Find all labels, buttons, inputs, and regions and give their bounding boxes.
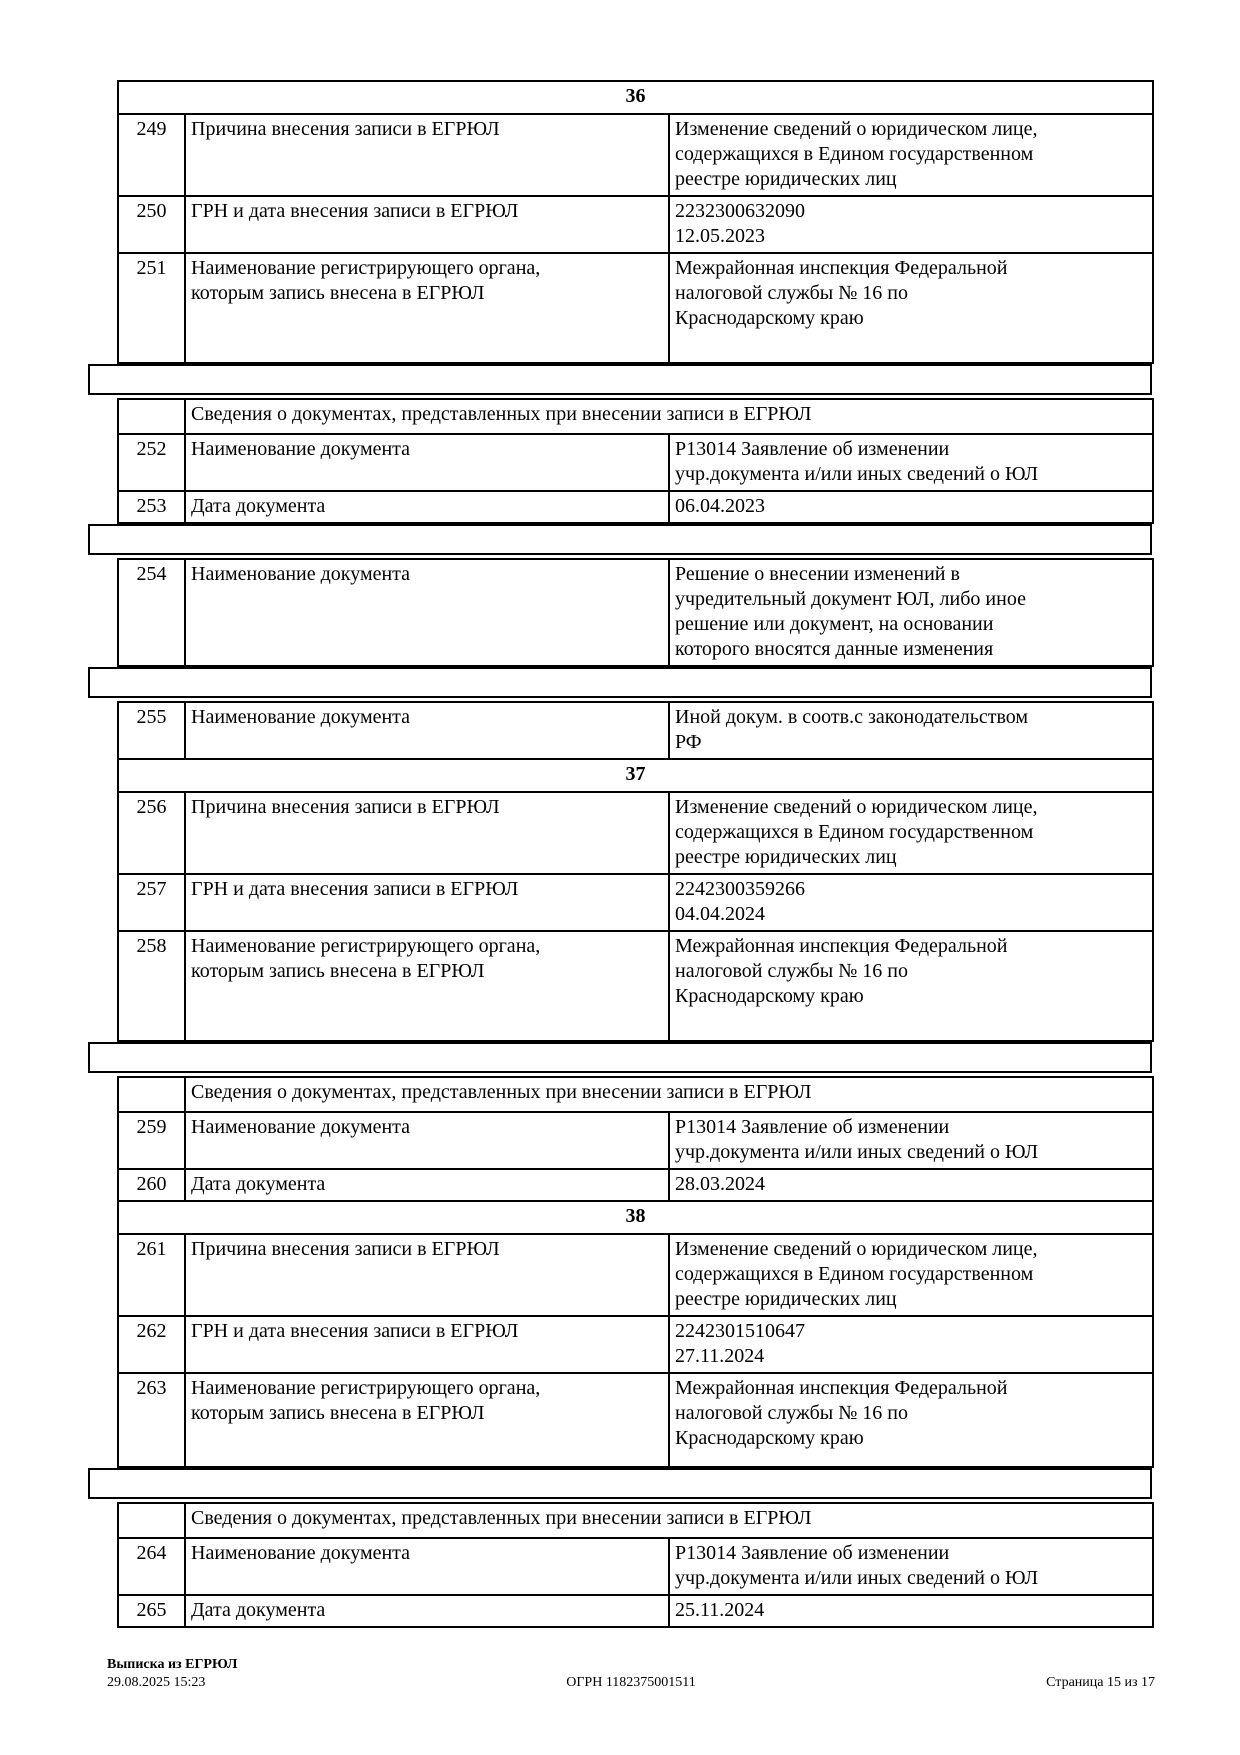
value-line: Р13014 Заявление об изменении xyxy=(675,1542,950,1564)
value-line: Иной докум. в соотв.с законодательством xyxy=(675,706,1029,728)
value-line: 06.04.2023 xyxy=(675,495,765,517)
value-line: 27.11.2024 xyxy=(675,1345,765,1367)
record-value-cell xyxy=(669,491,1153,523)
value-line: Р13014 Заявление об изменении xyxy=(675,1116,950,1138)
value-line: Межрайонная инспекция Федеральной xyxy=(675,1377,1008,1399)
record-value-cell xyxy=(669,1234,1153,1316)
section-number: 36 xyxy=(118,81,1153,114)
record-number-cell: 260 xyxy=(118,1169,185,1201)
footer-datetime: 29.08.2025 15:23 xyxy=(107,1675,206,1690)
value-line: Изменение сведений о юридическом лице, xyxy=(675,796,1038,818)
label-line: которым запись внесена в ЕГРЮЛ xyxy=(191,960,485,982)
value-line: 2242300359266 xyxy=(675,878,805,900)
label-line: ГРН и дата внесения записи в ЕГРЮЛ xyxy=(191,200,519,222)
label-line: Наименование документа xyxy=(191,563,411,585)
value-line: Изменение сведений о юридическом лице, xyxy=(675,118,1038,140)
value-line: учр.документа и/или иных сведений о ЮЛ xyxy=(675,463,1039,485)
record-value-cell xyxy=(669,434,1153,491)
separator-row xyxy=(88,1468,1152,1499)
record-number-cell: 254 xyxy=(118,559,185,666)
record-label-cell xyxy=(185,1234,669,1316)
value-line: 28.03.2024 xyxy=(675,1173,765,1195)
record-number-cell: 261 xyxy=(118,1234,185,1316)
value-line: Решение о внесении изменений в xyxy=(675,563,960,585)
record-row xyxy=(118,792,1153,874)
record-number-cell: 256 xyxy=(118,792,185,874)
value-line: учредительный документ ЮЛ, либо иное xyxy=(675,588,1026,610)
record-value-cell xyxy=(669,702,1153,759)
record-number-cell: 258 xyxy=(118,931,185,1041)
label-line: которым запись внесена в ЕГРЮЛ xyxy=(191,1402,485,1424)
record-number-cell: 253 xyxy=(118,491,185,523)
record-label-cell xyxy=(185,1316,669,1373)
value-line: Краснодарскому краю xyxy=(675,985,864,1007)
record-row xyxy=(118,1112,1153,1169)
value-line: которого вносятся данные изменения xyxy=(675,638,994,660)
record-value-cell xyxy=(669,1169,1153,1201)
record-row xyxy=(118,874,1153,931)
value-line: реестре юридических лиц xyxy=(675,1288,897,1310)
record-number-cell: 262 xyxy=(118,1316,185,1373)
record-row xyxy=(118,434,1153,491)
record-row xyxy=(118,1169,1153,1201)
separator-row xyxy=(88,667,1152,698)
record-number-cell: 252 xyxy=(118,434,185,491)
record-row xyxy=(118,196,1153,253)
record-value-cell xyxy=(669,792,1153,874)
label-line: Дата документа xyxy=(191,495,326,517)
value-line: содержащихся в Едином государственном xyxy=(675,143,1034,165)
value-line: Краснодарскому краю xyxy=(675,307,864,329)
footer-ogrn: ОГРН 1182375001511 xyxy=(566,1675,696,1690)
value-line: содержащихся в Едином государственном xyxy=(675,1263,1034,1285)
record-label-cell xyxy=(185,1538,669,1595)
record-value-cell xyxy=(669,253,1153,363)
record-value-cell xyxy=(669,196,1153,253)
record-label-cell xyxy=(185,434,669,491)
separator-row xyxy=(88,1042,1152,1073)
record-label-cell xyxy=(185,874,669,931)
value-line: 04.04.2024 xyxy=(675,903,765,925)
record-value-cell xyxy=(669,874,1153,931)
egrul-table-section xyxy=(117,701,1154,1042)
record-number-cell: 265 xyxy=(118,1595,185,1627)
record-number-cell: 249 xyxy=(118,114,185,196)
record-row xyxy=(118,1373,1153,1467)
value-line: Межрайонная инспекция Федеральной xyxy=(675,257,1008,279)
footer-left xyxy=(107,1656,237,1692)
record-row xyxy=(118,559,1153,666)
record-value-cell xyxy=(669,931,1153,1041)
record-row xyxy=(118,931,1153,1041)
record-value-cell xyxy=(669,1538,1153,1595)
value-line: налоговой службы № 16 по xyxy=(675,282,908,304)
value-line: 2242301510647 xyxy=(675,1320,805,1342)
value-line: учр.документа и/или иных сведений о ЮЛ xyxy=(675,1141,1039,1163)
record-number-cell: 251 xyxy=(118,253,185,363)
table-area xyxy=(88,80,1152,1628)
documents-subheader: Сведения о документах, представленных при внесении записи в ЕГРЮЛ xyxy=(185,1503,1153,1538)
record-label-cell xyxy=(185,1595,669,1627)
section-number-row xyxy=(118,759,1153,792)
section-number-row xyxy=(118,1201,1153,1234)
label-line: Причина внесения записи в ЕГРЮЛ xyxy=(191,118,500,140)
value-line: реестре юридических лиц xyxy=(675,846,897,868)
value-line: Межрайонная инспекция Федеральной xyxy=(675,935,1008,957)
label-line: Дата документа xyxy=(191,1599,326,1621)
label-line: Причина внесения записи в ЕГРЮЛ xyxy=(191,1238,500,1260)
egrul-table-section xyxy=(117,558,1154,667)
label-line: Наименование документа xyxy=(191,438,411,460)
value-line: РФ xyxy=(675,731,702,753)
record-value-cell xyxy=(669,1316,1153,1373)
separator-row xyxy=(88,364,1152,395)
record-row xyxy=(118,1595,1153,1627)
record-row xyxy=(118,114,1153,196)
section-number-row xyxy=(118,81,1153,114)
value-line: реестре юридических лиц xyxy=(675,168,897,190)
label-line: Наименование регистрирующего органа, xyxy=(191,257,541,279)
footer-page-number: Страница 15 из 17 xyxy=(1046,1675,1155,1690)
label-line: Дата документа xyxy=(191,1173,326,1195)
record-row xyxy=(118,1234,1153,1316)
section-number: 37 xyxy=(118,759,1153,792)
record-row xyxy=(118,491,1153,523)
value-line: учр.документа и/или иных сведений о ЮЛ xyxy=(675,1567,1039,1589)
egrul-table-section xyxy=(117,398,1154,524)
egrul-table-section xyxy=(117,1076,1154,1468)
label-line: ГРН и дата внесения записи в ЕГРЮЛ xyxy=(191,1320,519,1342)
record-row xyxy=(118,1538,1153,1595)
egrul-table-section xyxy=(117,80,1154,364)
record-label-cell xyxy=(185,196,669,253)
value-line: Краснодарскому краю xyxy=(675,1427,864,1449)
label-line: Наименование документа xyxy=(191,706,411,728)
record-label-cell xyxy=(185,253,669,363)
record-value-cell xyxy=(669,114,1153,196)
empty-number-cell xyxy=(118,1503,185,1538)
value-line: 2232300632090 xyxy=(675,200,805,222)
documents-subheader-row xyxy=(118,1077,1153,1112)
record-number-cell: 264 xyxy=(118,1538,185,1595)
record-number-cell: 259 xyxy=(118,1112,185,1169)
record-value-cell xyxy=(669,1373,1153,1467)
label-line: которым запись внесена в ЕГРЮЛ xyxy=(191,282,485,304)
record-row xyxy=(118,253,1153,363)
record-label-cell xyxy=(185,491,669,523)
record-number-cell: 263 xyxy=(118,1373,185,1467)
record-number-cell: 255 xyxy=(118,702,185,759)
value-line: Р13014 Заявление об изменении xyxy=(675,438,950,460)
footer-doc-type: Выписка из ЕГРЮЛ xyxy=(107,1657,238,1672)
documents-subheader-row xyxy=(118,1503,1153,1538)
value-line: налоговой службы № 16 по xyxy=(675,960,908,982)
empty-number-cell xyxy=(118,399,185,434)
section-number: 38 xyxy=(118,1201,1153,1234)
empty-number-cell xyxy=(118,1077,185,1112)
record-row xyxy=(118,1316,1153,1373)
value-line: Изменение сведений о юридическом лице, xyxy=(675,1238,1038,1260)
label-line: Причина внесения записи в ЕГРЮЛ xyxy=(191,796,500,818)
record-label-cell xyxy=(185,1169,669,1201)
value-line: содержащихся в Едином государственном xyxy=(675,821,1034,843)
value-line: 25.11.2024 xyxy=(675,1599,765,1621)
record-value-cell xyxy=(669,1595,1153,1627)
egrul-table-section xyxy=(117,1502,1154,1628)
record-value-cell xyxy=(669,559,1153,666)
record-number-cell: 250 xyxy=(118,196,185,253)
record-row xyxy=(118,702,1153,759)
label-line: Наименование регистрирующего органа, xyxy=(191,935,541,957)
record-value-cell xyxy=(669,1112,1153,1169)
documents-subheader-row xyxy=(118,399,1153,434)
record-label-cell xyxy=(185,1112,669,1169)
documents-subheader: Сведения о документах, представленных при внесении записи в ЕГРЮЛ xyxy=(185,1077,1153,1112)
value-line: решение или документ, на основании xyxy=(675,613,994,635)
label-line: ГРН и дата внесения записи в ЕГРЮЛ xyxy=(191,878,519,900)
documents-subheader: Сведения о документах, представленных при внесении записи в ЕГРЮЛ xyxy=(185,399,1153,434)
record-label-cell xyxy=(185,114,669,196)
label-line: Наименование документа xyxy=(191,1116,411,1138)
record-label-cell xyxy=(185,702,669,759)
value-line: налоговой службы № 16 по xyxy=(675,1402,908,1424)
record-number-cell: 257 xyxy=(118,874,185,931)
label-line: Наименование регистрирующего органа, xyxy=(191,1377,541,1399)
value-line: 12.05.2023 xyxy=(675,225,765,247)
record-label-cell xyxy=(185,559,669,666)
label-line: Наименование документа xyxy=(191,1542,411,1564)
record-label-cell xyxy=(185,792,669,874)
record-label-cell xyxy=(185,1373,669,1467)
separator-row xyxy=(88,524,1152,555)
record-label-cell xyxy=(185,931,669,1041)
